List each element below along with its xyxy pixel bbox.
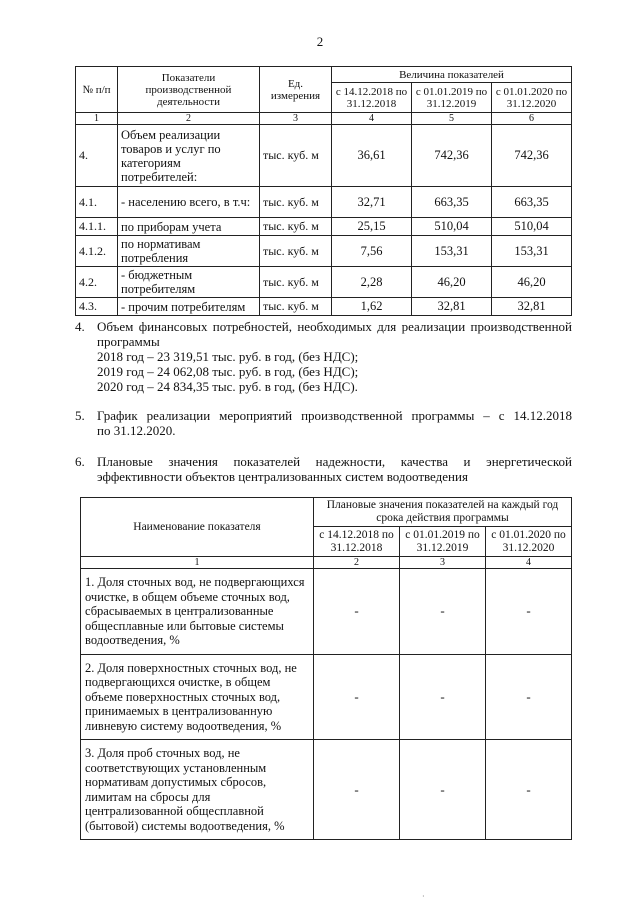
index-cell: 5	[412, 113, 492, 125]
header-num: № п/п	[76, 67, 118, 113]
planned-values-table	[80, 497, 572, 840]
row-value-1: -	[314, 654, 400, 740]
row-name: 1. Доля сточных вод, не подвергающихся очистке, в общем объеме сточных вод, сбрасываемых в централизованные общесплавные или бытовые системы водоотведения, %	[81, 569, 314, 655]
header-period-3: с 01.01.2020 по 31.12.2020	[486, 527, 572, 557]
row-value-3: -	[486, 569, 572, 655]
section-4-financial-needs	[75, 319, 572, 394]
row-value-3: 46,20	[492, 267, 572, 298]
row-value-3: -	[486, 740, 572, 840]
row-value-2: 663,35	[412, 187, 492, 218]
table-row	[81, 740, 572, 840]
row-value-1: 1,62	[332, 298, 412, 316]
index-cell: 4	[332, 113, 412, 125]
section-4-line-1: Объем финансовых потребностей, необходимых для реализации производственной	[97, 319, 572, 334]
row-num: 4.3.	[76, 298, 118, 316]
header-indicator: Показатели производственной деятельности	[118, 67, 260, 113]
table-row	[76, 218, 572, 236]
row-value-3: 742,36	[492, 125, 572, 187]
section-6-line-1: Плановые значения показателей надежности, качества и энергетической	[97, 454, 572, 469]
section-6-number: 6.	[75, 454, 85, 469]
section-4-year-2018: 2018 год – 23 319,51 тыс. руб. в год, (без НДС);	[97, 349, 359, 364]
header-period-2: с 01.01.2019 по 31.12.2019	[400, 527, 486, 557]
header-period-1: с 14.12.2018 по 31.12.2018	[314, 527, 400, 557]
index-cell: 1	[81, 557, 314, 569]
row-value-2: 153,31	[412, 236, 492, 267]
section-4-year-2019: 2019 год – 24 062,08 тыс. руб. в год, (без НДС);	[97, 364, 359, 379]
header-period-1: с 14.12.2018 по 31.12.2018	[332, 83, 412, 113]
row-value-1: 7,56	[332, 236, 412, 267]
index-cell: 1	[76, 113, 118, 125]
index-cell: 3	[260, 113, 332, 125]
row-value-1: -	[314, 569, 400, 655]
row-value-1: 36,61	[332, 125, 412, 187]
header-period-2: с 01.01.2019 по 31.12.2019	[412, 83, 492, 113]
row-value-1: -	[314, 740, 400, 840]
header-indicator-name: Наименование показателя	[81, 498, 314, 557]
row-unit: тыс. куб. м	[260, 298, 332, 316]
index-cell: 4	[486, 557, 572, 569]
row-unit: тыс. куб. м	[260, 187, 332, 218]
row-value-2: -	[400, 569, 486, 655]
row-value-2: -	[400, 654, 486, 740]
row-value-1: 32,71	[332, 187, 412, 218]
section-6-line-2: эффективности объектов централизованных систем водоотведения	[97, 469, 468, 484]
header-values-group: Величина показателей	[332, 67, 572, 83]
row-unit: тыс. куб. м	[260, 267, 332, 298]
row-value-3: 32,81	[492, 298, 572, 316]
row-name: 2. Доля поверхностных сточных вод, не подвергающихся очистке, в общем объеме поверхностных сточных вод, принимаемых в централизованную ливневую систему водоотведения, %	[81, 654, 314, 740]
table-row	[76, 187, 572, 218]
row-name: - бюджетным потребителям	[118, 267, 260, 298]
header-period-3: с 01.01.2020 по 31.12.2020	[492, 83, 572, 113]
header-planned-group: Плановые значения показателей на каждый год срока действия программы	[314, 498, 572, 527]
row-value-3: -	[486, 654, 572, 740]
page-number: 2	[316, 34, 324, 49]
table-row	[76, 298, 572, 316]
row-unit: тыс. куб. м	[260, 218, 332, 236]
row-name: по нормативам потребления	[118, 236, 260, 267]
row-value-3: 510,04	[492, 218, 572, 236]
table-row	[76, 236, 572, 267]
row-value-2: 742,36	[412, 125, 492, 187]
table-row	[81, 654, 572, 740]
row-num: 4.1.2.	[76, 236, 118, 267]
row-num: 4.2.	[76, 267, 118, 298]
index-cell: 2	[314, 557, 400, 569]
row-value-3: 663,35	[492, 187, 572, 218]
row-value-1: 2,28	[332, 267, 412, 298]
row-name: 3. Доля проб сточных вод, не соответствующих установленным нормативам допустимых сбросов, лимитам на сбросы для централизованной общесплавной (бытовой) системы водоотведения, %	[81, 740, 314, 840]
production-indicators-table	[75, 66, 572, 316]
section-6-planned-values	[75, 454, 572, 484]
section-4-line-2: программы	[97, 334, 160, 349]
row-value-2: 510,04	[412, 218, 492, 236]
row-name: Объем реализации товаров и услуг по категориям потребителей:	[118, 125, 260, 187]
row-unit: тыс. куб. м	[260, 125, 332, 187]
section-5-line-2: по 31.12.2020.	[97, 423, 176, 438]
row-unit: тыс. куб. м	[260, 236, 332, 267]
row-value-2: 46,20	[412, 267, 492, 298]
row-name: - прочим потребителям	[118, 298, 260, 316]
row-name: - населению всего, в т.ч:	[118, 187, 260, 218]
row-num: 4.1.1.	[76, 218, 118, 236]
section-5-number: 5.	[75, 408, 85, 423]
row-name: по приборам учета	[118, 218, 260, 236]
header-unit: Ед. измерения	[260, 67, 332, 113]
row-num: 4.	[76, 125, 118, 187]
row-value-1: 25,15	[332, 218, 412, 236]
table-row	[81, 569, 572, 655]
index-cell: 2	[118, 113, 260, 125]
section-4-year-2020: 2020 год – 24 834,35 тыс. руб. в год, (без НДС).	[97, 379, 358, 394]
section-5-line-1: График реализации мероприятий производственной программы – с 14.12.2018	[97, 408, 572, 423]
table-row	[76, 125, 572, 187]
row-num: 4.1.	[76, 187, 118, 218]
row-value-2: 32,81	[412, 298, 492, 316]
row-value-2: -	[400, 740, 486, 840]
section-4-number: 4.	[75, 319, 85, 334]
row-value-3: 153,31	[492, 236, 572, 267]
section-5-schedule	[75, 408, 572, 438]
scan-speck: ·	[422, 892, 425, 901]
table-row	[76, 267, 572, 298]
index-cell: 3	[400, 557, 486, 569]
index-cell: 6	[492, 113, 572, 125]
